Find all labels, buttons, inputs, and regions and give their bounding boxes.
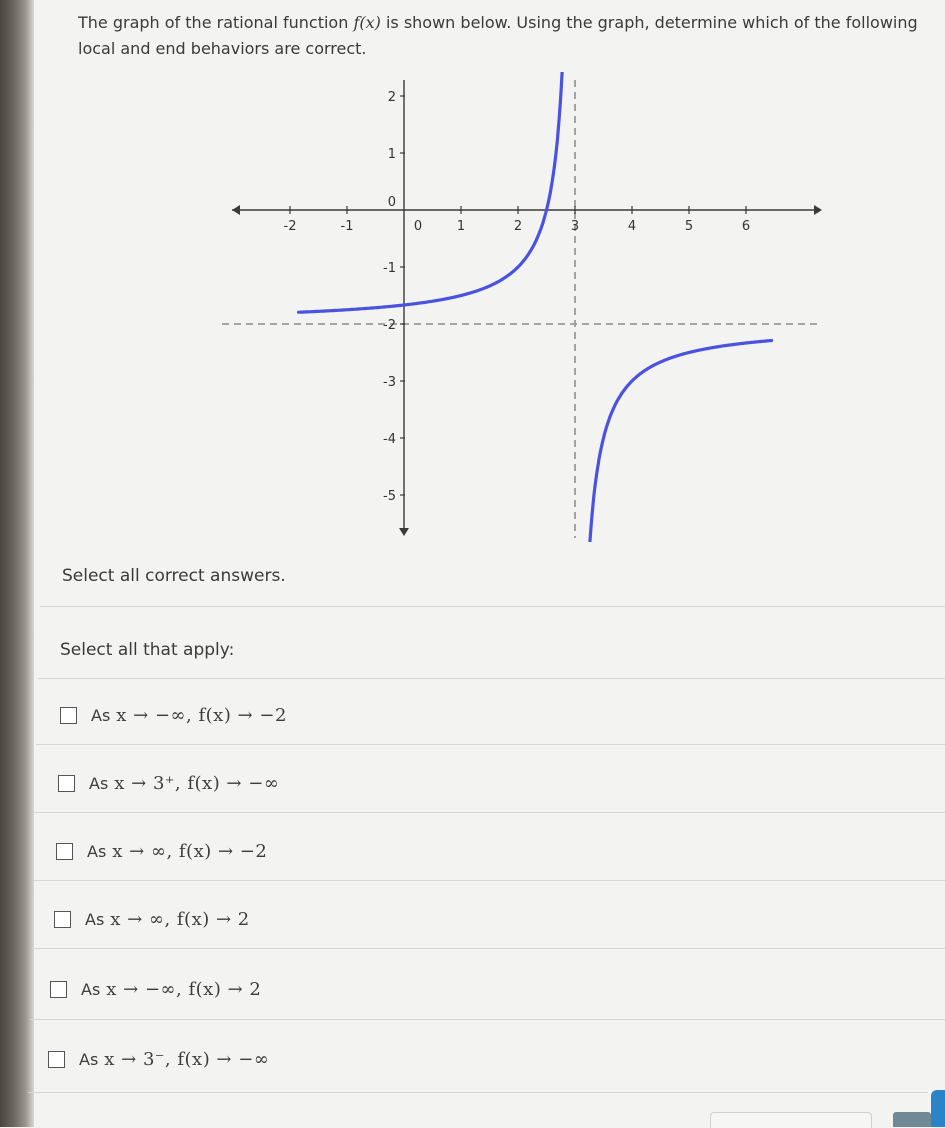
option-math: x → ∞, f(x) → 2 bbox=[110, 908, 250, 930]
x-tick-label: 1 bbox=[456, 219, 466, 234]
window-edge bbox=[0, 0, 34, 1127]
x-axis-arrow-right bbox=[814, 205, 822, 215]
option-prefix: As bbox=[85, 909, 105, 929]
partial-button[interactable] bbox=[893, 1112, 931, 1127]
option-5[interactable] bbox=[50, 977, 261, 1001]
divider bbox=[32, 948, 945, 949]
option-prefix: As bbox=[79, 1049, 99, 1069]
option-4[interactable] bbox=[54, 907, 250, 931]
checkbox[interactable] bbox=[54, 911, 71, 928]
select-all-correct-label: Select all correct answers. bbox=[62, 566, 286, 586]
option-6[interactable] bbox=[48, 1047, 269, 1071]
function-name: f(x) bbox=[353, 13, 381, 32]
curve-left-branch bbox=[299, 72, 563, 312]
y-axis-arrow-down bbox=[399, 528, 409, 536]
x-tick-label: 2 bbox=[513, 219, 523, 234]
partial-button[interactable] bbox=[710, 1112, 872, 1128]
option-math: x → 3⁻, f(x) → −∞ bbox=[104, 1048, 270, 1070]
y-tick-label: -5 bbox=[383, 489, 396, 504]
option-prefix: As bbox=[87, 841, 107, 861]
x-tick-label: 6 bbox=[741, 219, 751, 234]
x-tick-label: 5 bbox=[684, 219, 694, 234]
divider bbox=[30, 1019, 945, 1020]
option-math: x → 3⁺, f(x) → −∞ bbox=[114, 772, 280, 794]
y-tick-label: 2 bbox=[387, 90, 396, 105]
checkbox[interactable] bbox=[56, 843, 73, 860]
y-tick-label: -2 bbox=[383, 318, 396, 333]
option-math: x → ∞, f(x) → −2 bbox=[112, 840, 268, 862]
x-tick-label: 3 bbox=[570, 219, 580, 234]
x-tick-label: 4 bbox=[627, 219, 637, 234]
option-math: x → −∞, f(x) → −2 bbox=[116, 704, 287, 726]
option-1[interactable] bbox=[60, 703, 287, 727]
option-2[interactable] bbox=[58, 771, 279, 795]
question-text: The graph of the rational function f(x) is shown below. Using the graph, determine which of the following local and end behaviors are correct. bbox=[78, 13, 918, 58]
divider bbox=[36, 744, 945, 745]
rational-function-graph bbox=[222, 72, 822, 542]
checkbox[interactable] bbox=[48, 1051, 65, 1068]
y-tick-label: 1 bbox=[387, 147, 396, 162]
divider bbox=[28, 1092, 928, 1093]
y-tick-label: -1 bbox=[383, 261, 396, 276]
option-prefix: As bbox=[91, 705, 111, 725]
partial-button[interactable] bbox=[931, 1090, 945, 1127]
divider bbox=[40, 606, 945, 607]
y-tick-label: -3 bbox=[383, 375, 396, 390]
divider bbox=[38, 678, 945, 679]
y-tick-label: 0 bbox=[387, 195, 396, 210]
option-prefix: As bbox=[81, 979, 101, 999]
checkbox[interactable] bbox=[50, 981, 67, 998]
x-tick-label: -1 bbox=[340, 219, 354, 234]
option-prefix: As bbox=[89, 773, 109, 793]
curve-right-branch bbox=[590, 341, 772, 543]
x-tick-label: 0 bbox=[413, 219, 423, 234]
x-tick-label: -2 bbox=[283, 219, 297, 234]
divider bbox=[34, 812, 945, 813]
option-math: x → −∞, f(x) → 2 bbox=[106, 978, 262, 1000]
checkbox[interactable] bbox=[60, 707, 77, 724]
option-3[interactable] bbox=[56, 839, 267, 863]
y-tick-label: -4 bbox=[383, 432, 396, 447]
checkbox[interactable] bbox=[58, 775, 75, 792]
select-all-apply-label: Select all that apply: bbox=[60, 640, 235, 660]
x-axis-arrow-left bbox=[232, 205, 240, 215]
divider bbox=[34, 880, 945, 881]
